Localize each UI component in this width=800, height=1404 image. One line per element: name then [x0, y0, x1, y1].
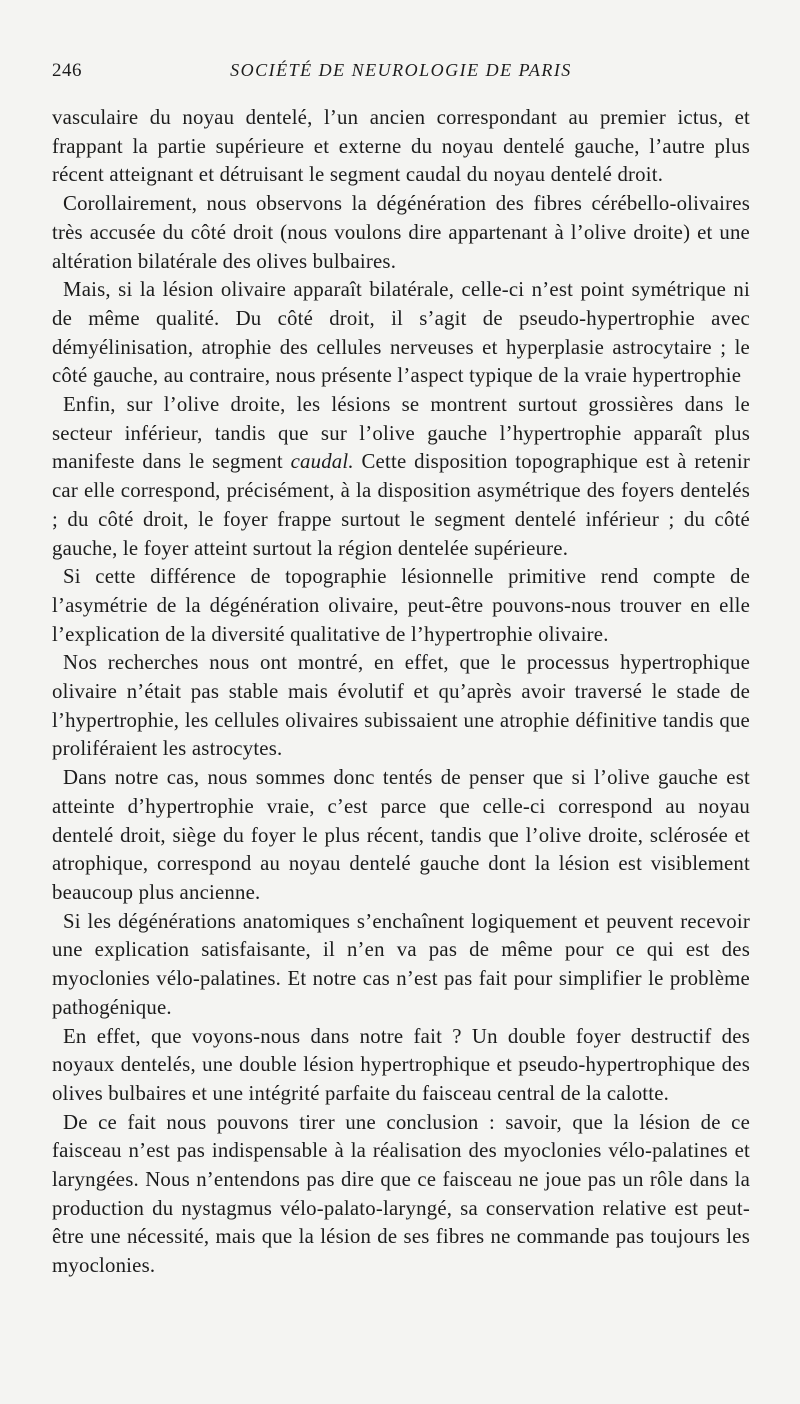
paragraph: Mais, si la lésion olivaire apparaît bilatérale, celle-ci n’est point symétrique ni de même qualité. Du côté droit, il s’agit de pseudo-hypertrophie avec démyélinisation, atrophie des cellules nerveuses et hyperplasie astrocytaire ; le côté gauche, au contraire, nous présente l’aspect typique de la vraie hypertrophie: [52, 278, 750, 388]
paragraph: De ce fait nous pouvons tirer une conclusion : savoir, que la lésion de ce faisceau n’est pas indispensable à la réalisation des myoclonies vélo-palatines et laryngées. Nous n’entendons pas dire que ce faisceau ne joue pas un rôle dans la production du nystagmus vélo-palato-laryngé, sa conservation relative est peut-être une nécessité, mais que la lésion de ses fibres ne commande pas toujours les myoclonies.: [52, 1110, 750, 1278]
paragraph: Si cette différence de topographie lésionnelle primitive rend compte de l’asymétrie de la dégénération olivaire, peut-être pouvons-nous trouver en elle l’explication de la diversité qualitative de l’hypertrophie olivaire.: [52, 565, 750, 646]
paragraph: En effet, que voyons-nous dans notre fait ? Un double foyer destructif des noyaux dentelés, une double lésion hypertrophique et pseudo-hypertrophique des olives bulbaires et une intégrité parfaite du faisceau central de la calotte.: [52, 1024, 750, 1105]
paragraph-text: Cette disposition topographique est à retenir car elle correspond, précisément, à la disposition asymétrique des foyers dentelés ; du côté droit, le foyer frappe surtout le segment dentelé inférieur ; du côté gauche, le foyer atteint surtout la région dentelée supérieure.: [52, 450, 750, 560]
paragraph: Dans notre cas, nous sommes donc tentés de penser que si l’olive gauche est atteinte d’hypertrophie vraie, c’est parce que celle-ci correspond au noyau dentelé droit, siège du foyer le plus récent, tandis que l’olive droite, sclérosée et atrophique, correspond au noyau dentelé gauche dont la lésion est visiblement beaucoup plus ancienne.: [52, 766, 750, 904]
emphasis-text: caudal.: [290, 450, 354, 474]
paragraph: vasculaire du noyau dentelé, l’un ancien correspondant au premier ictus, et frappant la partie supérieure et externe du noyau dentelé gauche, l’autre plus récent atteignant et détruisant le segment caudal du noyau dentelé droit.: [52, 106, 750, 187]
article-body: [52, 104, 750, 1281]
page-number: 246: [52, 60, 82, 81]
page-header: [52, 52, 750, 92]
paragraph: Nos recherches nous ont montré, en effet, que le processus hypertrophique olivaire n’était pas stable mais évolutif et qu’après avoir traversé le stade de l’hypertrophie, les cellules olivaires subissaient une atrophie définitive tandis que proliféraient les astrocytes.: [52, 651, 750, 761]
paragraph-text: Enfin, sur l’olive droite, les lésions se montrent surtout grossières dans le secteur inférieur, tandis que sur l’olive gauche l’hypertrophie apparaît plus manifeste dans le segment: [52, 393, 750, 474]
paragraph: Si les dégénérations anatomiques s’enchaînent logiquement et peuvent recevoir une explication satisfaisante, il n’en va pas de même pour ce qui est des myoclonies vélo-palatines. Et notre cas n’est pas fait pour simplifier le problème pathogénique.: [52, 909, 750, 1019]
paragraph: Corollairement, nous observons la dégénération des fibres cérébello-olivaires très accusée du côté droit (nous voulons dire appartenant à l’olive droite) et une altération bilatérale des olives bulbaires.: [52, 192, 750, 273]
running-title: SOCIÉTÉ DE NEUROLOGIE DE PARIS: [230, 60, 572, 80]
paragraph: [52, 391, 750, 563]
